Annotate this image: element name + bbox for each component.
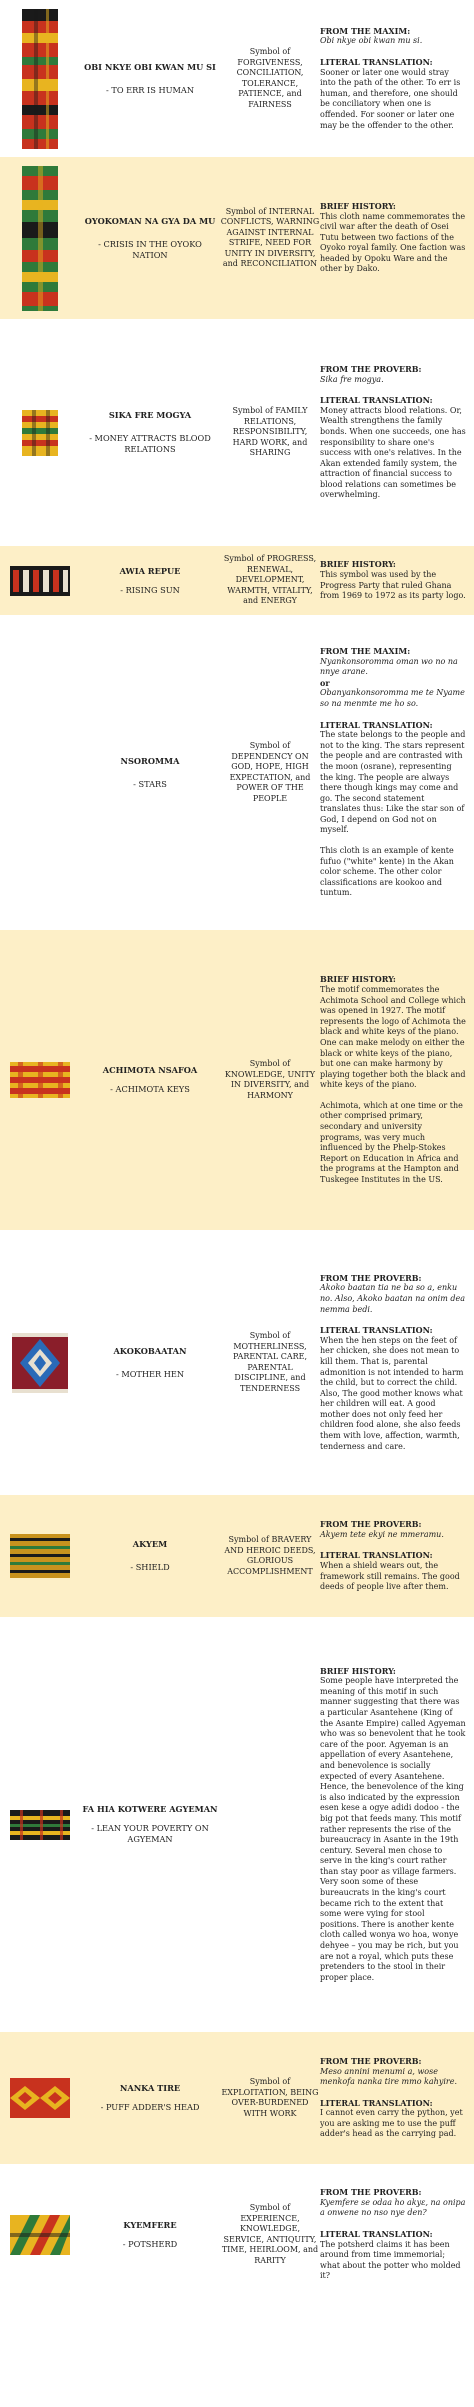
cloth-name: AKYEM	[132, 1539, 168, 1549]
cloth-name-cell	[80, 1065, 220, 1095]
symbol-text: Symbol of MOTHERLINESS, PARENTAL CARE, PARENTAL DISCIPLINE, and TENDERNESS	[232, 1331, 308, 1393]
kente-cloth-swatch	[10, 1062, 70, 1098]
description-cell	[320, 1267, 474, 1459]
section-heading: FROM THE MAXIM:	[320, 25, 411, 36]
cloth-meaning: - CRISIS IN THE OYOKO NATION	[98, 238, 202, 260]
section-heading: LITERAL TRANSLATION:	[320, 57, 433, 68]
table-row	[0, 2032, 474, 2164]
proverb-text: Meso annini menumi a, wose menkofa nanka tire mmo kahyire.	[320, 2066, 457, 2087]
cloth-name-cell	[80, 1346, 220, 1380]
cloth-name-cell	[80, 1539, 220, 1573]
table-row	[0, 615, 474, 930]
table-row	[0, 2164, 474, 2305]
proverb-text: Kyemfere se odaa ho akyε, na onipa a onwene no nso nye den?	[320, 2197, 466, 2218]
cloth-image	[0, 166, 80, 311]
section-heading: BRIEF HISTORY:	[320, 200, 396, 211]
section-heading: FROM THE PROVERB:	[320, 2187, 422, 2198]
cloth-image	[0, 1810, 80, 1840]
table-row	[0, 1230, 474, 1495]
cloth-image	[0, 1534, 80, 1578]
proverb-text: Akyem tete ekyi ne mmeramu.	[320, 1529, 444, 1539]
translation-text: Sooner or later one would stray into the path of the other. To err is human, and therefore, one should be conciliatory when one is offended. For sooner or later one may be the offender to the other.	[320, 67, 461, 130]
cloth-name: AKOKOBAATAN	[113, 1345, 187, 1356]
or-text: or	[320, 677, 330, 688]
description-cell	[320, 2181, 474, 2288]
table-row	[0, 157, 474, 319]
table-row	[0, 1617, 474, 2032]
cloth-image	[0, 566, 80, 596]
cloth-name-cell	[80, 1804, 220, 1845]
cloth-meaning: - MOTHER HEN	[115, 1368, 185, 1379]
section-heading: FROM THE MAXIM:	[320, 645, 411, 656]
cloth-image	[0, 1062, 80, 1098]
translation-text: Money attracts blood relations. Or, Wealth strengthens the family bonds. When one succeeds, one has responsibility to share one's success with one's relatives. In the Akan extended family system, the attraction of financial success to blood relations can sometimes be overwhelming.	[320, 405, 466, 500]
symbol-text: Symbol of DEPENDENCY ON GOD, HOPE, HIGH EXPECTATION, and POWER OF THE PEOPLE	[229, 741, 311, 803]
cloth-name-cell	[80, 2083, 220, 2113]
cloth-name-cell	[80, 410, 220, 455]
cloth-name: FA HIA KOTWERE AGYEMAN	[82, 1804, 218, 1814]
kente-cloth-swatch	[10, 1810, 70, 1840]
cloth-image	[0, 410, 80, 456]
note-text: This cloth is an example of kente fufuo ("white" kente) in the Akan color scheme. The other color classifications are kookoo and tuntum.	[320, 846, 454, 898]
cloth-name-cell	[80, 62, 220, 96]
proverb-text: Obi nkye obi kwan mu si.	[320, 36, 423, 46]
kente-cloth-swatch	[10, 2078, 70, 2118]
symbol-text: Symbol of FAMILY RELATIONS, RESPONSIBILITY, HARD WORK, and SHARING	[232, 406, 308, 458]
section-heading: BRIEF HISTORY:	[320, 559, 396, 570]
cloth-image	[0, 2215, 80, 2255]
proverb-text: Obanyankonsoromma me te Nyame so na menmte me ho so.	[320, 688, 465, 708]
symbol-text: Symbol of INTERNAL CONFLICTS, WARNING AGAINST INTERNAL STRIFE, NEED FOR UNITY IN DIVERSITY, and RECONCILIATION	[220, 206, 320, 268]
symbol-text: Symbol of FORGIVENESS, CONCILIATION, TOLERANCE, PATIENCE, and FAIRNESS	[236, 47, 304, 109]
proverb-text: Akoko baatan tia ne ba so a, enku no. Also, Akoko baatan na onim dea nemma bedi.	[320, 1283, 465, 1314]
cloth-meaning: - ACHIMOTA KEYS	[110, 1084, 190, 1094]
translation-text: When the hen steps on the feet of her chicken, she does not mean to kill them. That is, parental admonition is not intended to harm the child, but to correct the child. Also, The good mother knows what her children will eat. A good mother does not only feed her children food alone, she also feeds them with love, affection, warmth, tenderness and care.	[320, 1335, 464, 1451]
section-heading: FROM THE PROVERB:	[320, 1519, 422, 1530]
table-row	[0, 930, 474, 1230]
table-row	[0, 1495, 474, 1617]
kente-cloth-swatch	[10, 2215, 70, 2255]
section-heading: LITERAL TRANSLATION:	[320, 2097, 433, 2108]
cloth-name-cell	[80, 566, 220, 596]
cloth-meaning: - SHIELD	[130, 1562, 170, 1572]
section-heading: FROM THE PROVERB:	[320, 363, 422, 374]
translation-text: The state belongs to the people and not to the king. The stars represent the people and are contrasted with the moon (osrane), representing the king. The people are always there though kings may come and go. The second statement translates thus: Like the star son of God, I depend on God not on myself.	[320, 730, 466, 835]
cloth-name: OYOKOMAN NA GYA DA MU	[84, 215, 216, 226]
history-text: This cloth name commemorates the civil war after the death of Osei Tutu between two factions of the Oyoko royal family. One faction was headed by Opoku Ware and the other by Dako.	[320, 211, 466, 274]
translation-text: The potsherd claims it has been around from time immemorial; what about the potter who molded it?	[320, 2239, 461, 2281]
cloth-meaning: - POTSHERD	[122, 2238, 178, 2249]
translation-text: I cannot even carry the python, yet you are asking me to use the puff adder's head as the carrying pad.	[320, 2108, 463, 2139]
section-heading: BRIEF HISTORY:	[320, 974, 396, 985]
kente-cloth-swatch	[22, 9, 58, 149]
translation-text: When a shield wears out, the framework still remains. The good deeds of people live after them.	[320, 1561, 460, 1592]
cloth-name: SIKA FRE MOGYA	[108, 410, 192, 420]
kente-cloth-swatch	[22, 410, 58, 456]
description-cell	[320, 640, 474, 905]
cloth-name: AWIA REPUE	[119, 565, 181, 576]
description-cell	[320, 195, 474, 281]
section-heading: BRIEF HISTORY:	[320, 1665, 396, 1676]
cloth-name: NANKA TIRE	[119, 2083, 181, 2093]
cloth-meaning: - MONEY ATTRACTS BLOOD RELATIONS	[89, 433, 211, 454]
cloth-name-cell	[80, 216, 220, 261]
kente-cloth-swatch	[12, 1333, 68, 1393]
section-heading: LITERAL TRANSLATION:	[320, 2228, 433, 2239]
description-cell	[320, 2050, 474, 2146]
cloth-name: OBI NKYE OBI KWAN MU SI	[84, 61, 216, 72]
cloth-meaning: - RISING SUN	[120, 584, 180, 595]
kente-cloth-swatch	[10, 566, 70, 596]
cloth-image	[0, 1333, 80, 1393]
table-row	[0, 546, 474, 615]
cloth-meaning: - STARS	[133, 778, 167, 789]
symbol-text: Symbol of PROGRESS, RENEWAL, DEVELOPMENT, WARMTH, VITALITY, and ENERGY	[223, 554, 317, 606]
table-row	[0, 0, 474, 157]
cloth-name: NSOROMMA	[120, 755, 180, 766]
section-heading: LITERAL TRANSLATION:	[320, 719, 433, 730]
section-heading: LITERAL TRANSLATION:	[320, 1325, 433, 1336]
proverb-text: Sika fre mogya.	[320, 374, 384, 384]
symbol-text: Symbol of EXPLOITATION, BEING OVER-BURDENED WITH WORK	[221, 2077, 319, 2118]
proverb-text: Nyankonsoromma oman wo no na nnye arane.	[320, 656, 458, 677]
kente-cloth-swatch	[10, 1534, 70, 1578]
description-cell	[320, 358, 474, 507]
symbol-text: Symbol of BRAVERY AND HEROIC DEEDS, GLORIOUS ACCOMPLISHMENT	[224, 1535, 316, 1576]
history-text: Achimota, which at one time or the other comprised primary, secondary and university programs, was very much influenced by the Phelp-Stokes Report on Education in Africa and the programs at the Hampton and Tuskegee Institutes in the US.	[320, 1100, 463, 1185]
description-cell	[320, 20, 474, 137]
description-cell	[320, 553, 474, 607]
kente-cloth-swatch	[22, 166, 58, 311]
description-cell	[320, 968, 474, 1191]
section-heading: LITERAL TRANSLATION:	[320, 395, 433, 406]
section-heading: FROM THE PROVERB:	[320, 1272, 422, 1283]
symbol-text: Symbol of EXPERIENCE, KNOWLEDGE, SERVICE, ANTIQUITY, TIME, HEIRLOOM, and RARITY	[221, 2203, 319, 2265]
cloth-image	[0, 9, 80, 149]
cloth-meaning: - LEAN YOUR POVERTY ON AGYEMAN	[91, 1823, 209, 1844]
description-cell	[320, 1513, 474, 1599]
history-text: This symbol was used by the Progress Party that ruled Ghana from 1969 to 1972 as its party logo.	[320, 569, 466, 601]
table-row	[0, 319, 474, 546]
symbol-text: Symbol of KNOWLEDGE, UNITY IN DIVERSITY, and HARMONY	[224, 1059, 316, 1100]
section-heading: FROM THE PROVERB:	[320, 2055, 422, 2066]
cloth-meaning: - TO ERR IS HUMAN	[106, 84, 194, 95]
history-text: Some people have interpreted the meaning of this motif in such manner suggesting that there was a particular Asantehene (King of the Asante Empire) called Agyeman who was so benevolent that he took care of the poor. Agyeman is an appellation of every Asantehene, and benevolence is socially expected of every Asantehene. Hence, the benevolence of the king is also indicated by the expression esen kese a ogye adidi dodoo - the big pot that feeds many. This motif rather represents the rise of the bureaucracy in Asante in the 19th century. Several men chose to serve in the king's court rather than stay poor as village farmers. Very soon some of these bureaucrats in the king's court became rich to the extent that some were vying for stool positions. There is another kente cloth called wonya wo hoa, wonye dehyee – you may be rich, but you are not a royal, which puts these pretenders to the stool in their proper place.	[320, 1676, 466, 1982]
cloth-name-cell	[80, 756, 220, 790]
cloth-meaning: - PUFF ADDER'S HEAD	[100, 2102, 200, 2112]
section-heading: LITERAL TRANSLATION:	[320, 1550, 433, 1561]
cloth-image	[0, 2078, 80, 2118]
cloth-name: KYEMFERE	[123, 2219, 177, 2230]
description-cell	[320, 1660, 474, 1990]
history-text: The motif commemorates the Achimota School and College which was opened in 1927. The motif represents the logo of Achimota the black and white keys of the piano. One can make melody on either the black or white keys of the piano, but one can make harmony by playing together both the black and white keys of the piano.	[320, 984, 466, 1090]
cloth-name: ACHIMOTA NSAFOA	[102, 1065, 198, 1075]
cloth-name-cell	[80, 2220, 220, 2250]
